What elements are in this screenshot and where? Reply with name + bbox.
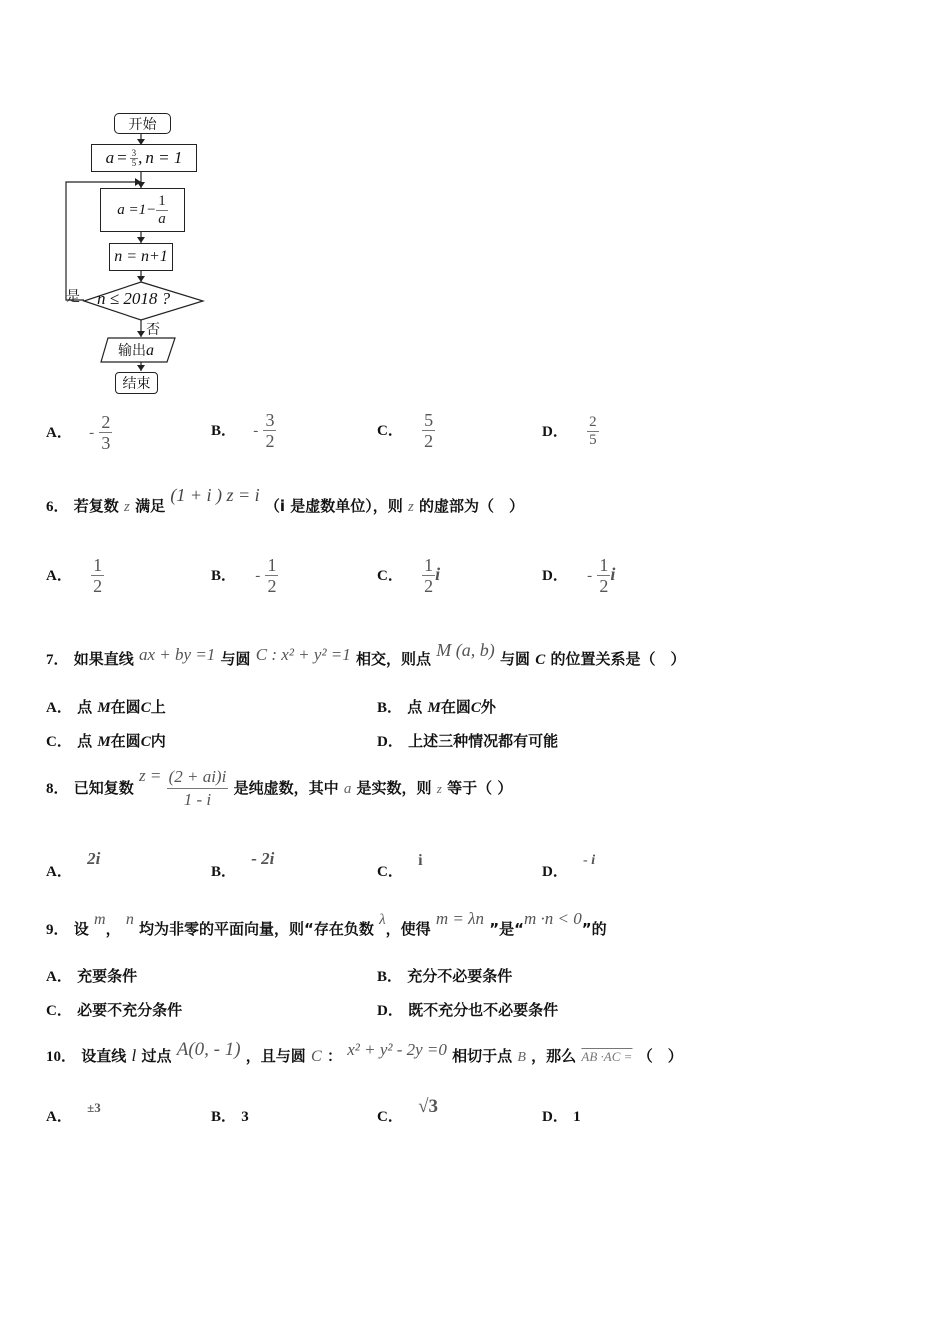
q5-option-d[interactable]: D． $\frac{2}{5}$	[542, 414, 597, 448]
q5-option-b[interactable]: B． - $\frac{3}{2}$	[211, 410, 275, 451]
q7-option-b[interactable]: B． 点 M在圆C外	[377, 698, 496, 716]
init-a: a	[105, 148, 115, 167]
q10-option-d[interactable]: D． 1	[542, 1109, 581, 1125]
q9-stem: 9． 设 m， n 均为非零的平面向量，则“存在负数 λ，使得 m = λn ”是“m ·n < 0”的	[46, 909, 607, 938]
q6-option-d[interactable]: D． - $\frac{1}{2}$ i	[542, 555, 616, 596]
q7-option-d[interactable]: D． 上述三种情况都有可能	[377, 732, 559, 750]
q8-fraction: $\frac{(2 + ai)i}{1 - i}$	[168, 767, 227, 809]
flowchart-start-label: 开始	[128, 116, 157, 133]
init-n: n = 1	[145, 148, 183, 167]
flowchart-end: 结束	[115, 372, 158, 394]
flowchart-no-label: 否	[146, 322, 160, 338]
q5-option-c[interactable]: C． $\frac{5}{2}$	[377, 410, 434, 451]
q8-option-c[interactable]: C． i	[377, 852, 423, 880]
q10-stem: 10． 设直线 l 过点 A(0, - 1) ，且与圆 C ： x² + y² - 2y =0 相切于点 B ，那么 AB ·AC = （ ）	[46, 1039, 683, 1065]
q8-option-d[interactable]: D． - i	[542, 853, 596, 880]
q8-option-a[interactable]: A． 2i	[46, 849, 101, 880]
q9-option-a[interactable]: A． 充要条件	[46, 967, 138, 985]
q5-option-a[interactable]: A． - $\frac{2}{3}$	[46, 412, 111, 453]
flowchart-start	[114, 113, 171, 134]
q6-option-a[interactable]: A． $\frac{1}{2}$	[46, 555, 103, 596]
flowchart-condition: n ≤ 2018 ?	[97, 289, 171, 308]
q8-option-b[interactable]: B． - 2i	[211, 849, 275, 880]
q9-option-c[interactable]: C． 必要不充分条件	[46, 1001, 183, 1019]
flowchart-output: 输出a	[118, 342, 154, 359]
flowchart-update-n: n = n+1	[109, 243, 173, 271]
q6-option-b[interactable]: B． - $\frac{1}{2}$	[211, 555, 277, 596]
q10-option-c[interactable]: C． √3	[377, 1096, 439, 1125]
q6-option-c[interactable]: C． $\frac{1}{2}$ i	[377, 555, 441, 596]
q7-option-a[interactable]: A． 点 M在圆C上	[46, 698, 166, 716]
q8-stem: 8． 已知复数 z = $\frac{(2 + ai)i}{1 - i}$ 是纯虚数，其中 a 是实数，则 z 等于（ ）	[46, 766, 513, 809]
flowchart-yes-label: 是	[66, 289, 80, 305]
q6-stem: 6． 若复数 z 满足 (1 + i ) z = i （i 是虚数单位），则 z 的虚部为（ ）	[46, 485, 525, 515]
init-frac: $\frac{3}{5}$	[131, 147, 137, 168]
q9-option-b[interactable]: B． 充分不必要条件	[377, 967, 513, 985]
flowchart-init: a = $\frac{3}{5}$ , n = 1	[91, 144, 197, 172]
q7-option-c[interactable]: C． 点 M在圆C内	[46, 732, 166, 750]
q10-option-b[interactable]: B． 3	[211, 1109, 249, 1125]
q7-stem: 7． 如果直线 ax + by =1 与圆 C : x² + y² =1 相交，则点 M (a, b) 与圆 C 的位置关系是（ ）	[46, 640, 686, 668]
q9-option-d[interactable]: D． 既不充分也不必要条件	[377, 1001, 559, 1019]
q10-option-a[interactable]: A． ±3	[46, 1100, 101, 1125]
flowchart-update-a: a =1− $\frac{1}{a}$	[100, 188, 185, 232]
